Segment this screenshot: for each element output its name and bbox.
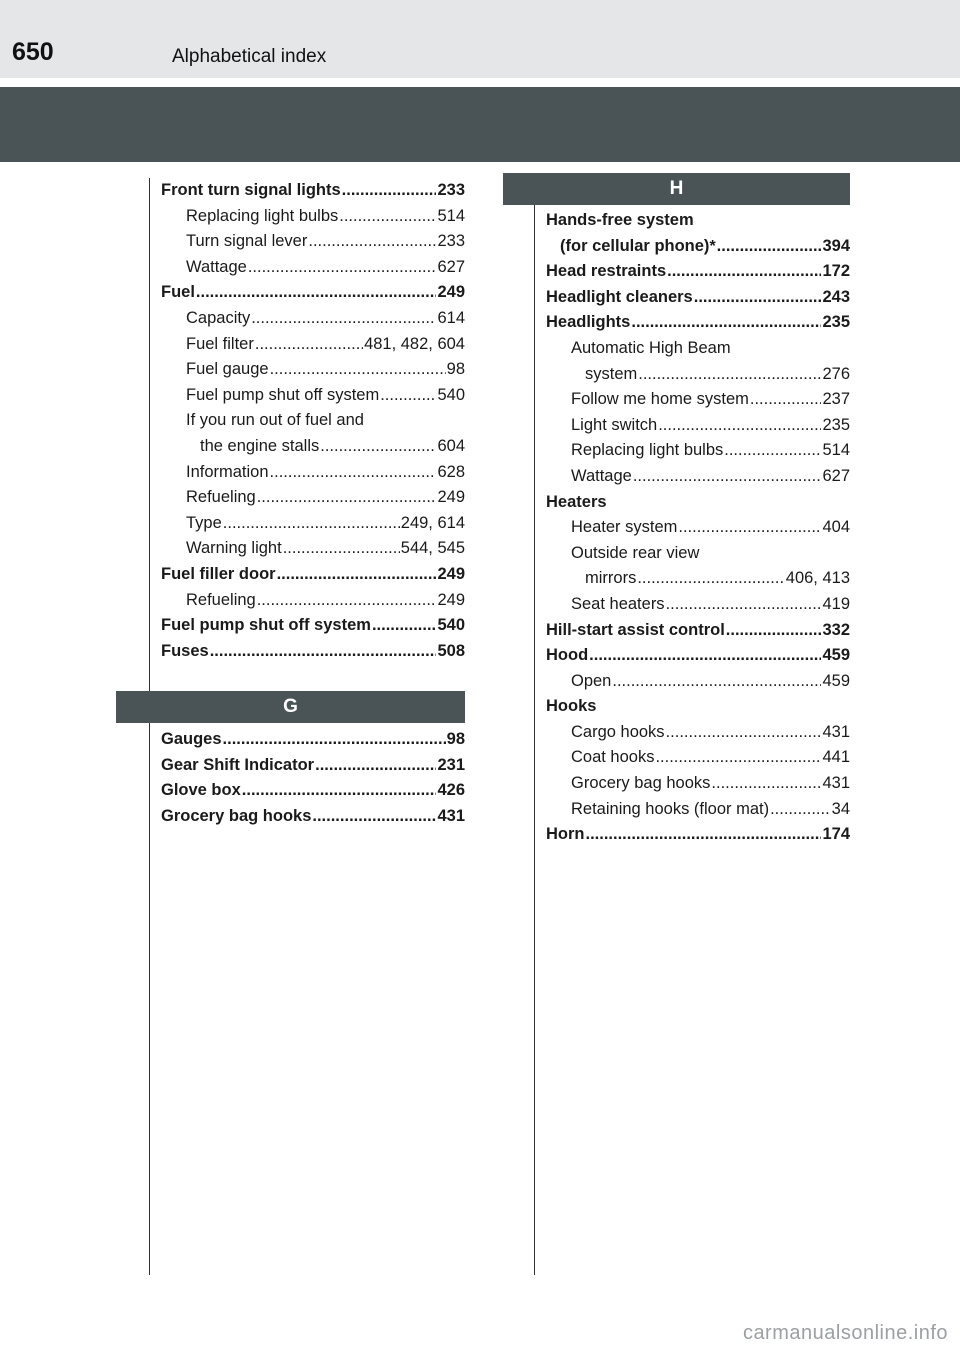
index-entry-page: 406, 413 <box>785 569 850 588</box>
index-entry-text: Wattage <box>571 466 632 485</box>
index-entry-page: 98 <box>446 360 465 379</box>
dot-leader <box>339 204 436 230</box>
index-entry-page: 235 <box>822 313 850 332</box>
index-entry-text: Replacing light bulbs <box>571 441 724 460</box>
index-entry-text: Horn <box>546 825 585 844</box>
dot-leader <box>612 669 821 695</box>
index-entry <box>546 822 850 848</box>
page-title: Alphabetical index <box>172 46 327 67</box>
index-entry-page: 604 <box>437 436 465 455</box>
index-entry-text: Headlights <box>546 313 631 332</box>
dot-leader <box>315 753 436 779</box>
index-entry-page: 627 <box>822 466 850 485</box>
index-entry-page: 98 <box>446 730 465 748</box>
index-entry-page: 540 <box>437 385 465 404</box>
index-entry <box>546 259 850 285</box>
dot-leader <box>717 234 822 260</box>
index-entry <box>161 383 465 409</box>
index-entry-text: Grocery bag hooks <box>161 806 312 825</box>
index-section-h <box>546 208 850 848</box>
dot-leader <box>586 822 822 848</box>
section-letter-g: G <box>283 696 298 717</box>
index-entry <box>161 434 465 460</box>
dot-leader <box>257 588 437 614</box>
dot-leader <box>223 511 400 537</box>
index-entry-text: Grocery bag hooks <box>571 774 711 793</box>
dot-leader <box>380 383 436 409</box>
index-entry-page: 233 <box>437 232 465 251</box>
index-entry-text: Capacity <box>186 308 251 327</box>
index-entry-page: 332 <box>822 620 850 639</box>
dot-leader <box>210 639 437 665</box>
index-entry <box>546 362 850 388</box>
dot-leader <box>726 618 822 644</box>
section-header-g <box>116 691 465 723</box>
index-entry-page: 627 <box>437 257 465 276</box>
index-entry-text: Hill-start assist control <box>546 620 725 639</box>
index-entry-page: 459 <box>822 646 850 665</box>
index-entry-text: If you run out of fuel and <box>186 411 364 430</box>
index-entry-page: 249 <box>437 488 465 507</box>
index-entry-page: 235 <box>822 415 850 434</box>
index-entry <box>546 745 850 771</box>
index-entry-page: 628 <box>437 462 465 481</box>
dot-leader <box>694 285 822 311</box>
index-entry-text: Replacing light bulbs <box>186 206 339 225</box>
index-entry-text: Type <box>186 513 222 532</box>
index-entry <box>161 178 465 204</box>
index-entry <box>546 208 850 234</box>
index-entry <box>161 778 465 804</box>
index-entry <box>161 485 465 511</box>
index-entry-text: Heaters <box>546 492 607 511</box>
index-entry <box>546 592 850 618</box>
index-entry-page: 249 <box>437 283 465 302</box>
index-entry <box>546 618 850 644</box>
index-entry-page: 276 <box>822 364 850 383</box>
index-entry-text: Heater system <box>571 518 678 537</box>
index-entry-page: 544, 545 <box>400 539 465 558</box>
index-entry <box>546 694 850 720</box>
index-entry-text: Fuel filler door <box>161 564 276 583</box>
index-entry-page: 514 <box>437 206 465 225</box>
index-entry-page: 614 <box>437 308 465 327</box>
index-entry-page: 426 <box>437 781 465 800</box>
index-entry-text: Light switch <box>571 415 658 434</box>
index-entry <box>546 669 850 695</box>
dot-leader <box>255 332 363 358</box>
dot-leader <box>724 438 821 464</box>
dot-leader <box>638 362 821 388</box>
index-entry-text: Fuel filter <box>186 334 254 353</box>
index-entry-page: 508 <box>437 641 465 660</box>
watermark: carmanualsonline.info <box>742 1322 948 1344</box>
index-entry <box>546 234 850 260</box>
index-entry-page: 431 <box>822 774 850 793</box>
index-entry <box>546 413 850 439</box>
index-entry-text: Headlight cleaners <box>546 287 693 306</box>
dot-leader <box>308 229 436 255</box>
index-entry-text: Gauges <box>161 730 222 748</box>
index-entry-text: Cargo hooks <box>571 722 665 741</box>
dot-leader <box>750 387 822 413</box>
dot-leader <box>342 178 437 204</box>
index-entry-text: Hood <box>546 646 589 665</box>
index-entry-text: (for cellular phone) <box>560 236 710 255</box>
page-number: 650 <box>12 38 54 66</box>
dot-leader <box>589 643 821 669</box>
index-entry <box>546 566 850 592</box>
index-column-left <box>161 178 465 664</box>
dot-leader <box>678 515 821 541</box>
index-entry <box>161 562 465 588</box>
dot-leader <box>666 592 822 618</box>
dot-leader <box>312 804 436 830</box>
index-entry <box>161 460 465 486</box>
index-entry-page: 419 <box>822 594 850 613</box>
index-entry-page: 431 <box>437 806 465 825</box>
index-entry <box>161 536 465 562</box>
index-entry <box>161 255 465 281</box>
index-entry <box>161 588 465 614</box>
dot-leader <box>248 255 437 281</box>
dot-leader <box>283 536 400 562</box>
index-entry <box>161 332 465 358</box>
dot-leader <box>711 771 821 797</box>
header-band <box>0 87 960 162</box>
section-header-h <box>503 173 850 205</box>
index-entry-text: Refueling <box>186 590 256 609</box>
index-entry-text: Warning light <box>186 539 282 558</box>
index-entry-text: Fuel <box>161 283 195 302</box>
index-entry <box>546 438 850 464</box>
dot-leader <box>277 562 437 588</box>
index-entry <box>161 511 465 537</box>
index-entry-text: system <box>585 364 638 383</box>
index-entry-page: 404 <box>822 518 850 537</box>
index-entry-page: 237 <box>822 390 850 409</box>
index-entry <box>546 387 850 413</box>
dot-leader <box>667 259 821 285</box>
index-entry-text: Turn signal lever <box>186 232 308 251</box>
index-entry-page: 34 <box>831 799 850 818</box>
index-entry-text: Automatic High Beam <box>571 338 731 357</box>
index-entry-page: 459 <box>822 671 850 690</box>
dot-leader <box>770 797 831 823</box>
index-entry <box>161 408 465 434</box>
index-entry-page: 231 <box>437 755 465 774</box>
dot-leader <box>270 357 446 383</box>
dot-leader <box>251 306 436 332</box>
index-entry <box>546 643 850 669</box>
index-entry-page: 243 <box>822 287 850 306</box>
index-entry <box>546 310 850 336</box>
index-entry <box>546 797 850 823</box>
index-entry-page: 540 <box>437 616 465 635</box>
dot-leader <box>196 280 437 306</box>
index-entry-text: Gear Shift Indicator <box>161 755 315 774</box>
dot-leader <box>257 485 437 511</box>
dot-leader <box>655 745 821 771</box>
index-entry <box>161 727 465 753</box>
index-entry-page: 441 <box>822 748 850 767</box>
index-entry <box>546 464 850 490</box>
index-entry-page: 249 <box>437 590 465 609</box>
index-entry-text: mirrors <box>585 569 637 588</box>
index-entry <box>161 280 465 306</box>
dot-leader <box>631 310 821 336</box>
index-entry <box>161 639 465 665</box>
index-entry-text: Front turn signal lights <box>161 181 341 199</box>
index-entry <box>546 490 850 516</box>
index-entry <box>161 753 465 779</box>
dot-leader <box>270 460 437 486</box>
index-entry-text: Hands-free system <box>546 211 694 229</box>
index-entry-text: Information <box>186 462 269 481</box>
index-entry-page: 249 <box>437 564 465 583</box>
dot-leader <box>658 413 821 439</box>
index-entry-text: Fuel pump shut off system <box>186 385 380 404</box>
index-entry-page: 172 <box>822 262 850 281</box>
dot-leader <box>242 778 437 804</box>
index-entry-page: 431 <box>822 722 850 741</box>
index-entry <box>161 229 465 255</box>
left-column-rule <box>149 178 150 1275</box>
index-entry <box>546 285 850 311</box>
dot-leader <box>372 613 437 639</box>
index-entry-text: Retaining hooks (floor mat) <box>571 799 770 818</box>
index-entry <box>546 515 850 541</box>
dot-leader <box>666 720 822 746</box>
index-entry <box>161 306 465 332</box>
index-entry <box>546 771 850 797</box>
index-entry-page: 174 <box>822 825 850 844</box>
index-entry-text: Open <box>571 671 612 690</box>
index-entry <box>161 613 465 639</box>
index-entry-page: 233 <box>437 181 465 199</box>
index-entry-text: the engine stalls <box>200 436 320 455</box>
index-entry-text: Refueling <box>186 488 256 507</box>
index-entry <box>161 357 465 383</box>
dot-leader <box>320 434 436 460</box>
index-section-g <box>161 727 465 829</box>
index-entry-text: Fuel pump shut off system <box>161 616 371 635</box>
index-entry-text: Glove box <box>161 781 241 800</box>
index-entry-text: Follow me home system <box>571 390 749 409</box>
index-entry-text: Head restraints <box>546 262 667 281</box>
right-column-rule <box>534 178 535 1275</box>
index-entry-page: 249, 614 <box>400 513 465 532</box>
page-header <box>0 0 960 78</box>
index-entry-text: Hooks <box>546 697 597 716</box>
index-entry-text: Fuses <box>161 641 209 660</box>
dot-leader <box>633 464 822 490</box>
index-entry <box>161 804 465 830</box>
dot-leader <box>223 727 446 753</box>
index-entry <box>546 336 850 362</box>
index-entry-text: Outside rear view <box>571 543 700 562</box>
index-entry-page: 394 <box>822 236 850 255</box>
index-entry-text: Seat heaters <box>571 594 665 613</box>
index-entry-text: Wattage <box>186 257 247 276</box>
index-entry <box>161 204 465 230</box>
section-letter-h: H <box>669 178 684 199</box>
asterisk-mark: * <box>709 237 716 255</box>
index-entry-text: Fuel gauge <box>186 360 269 379</box>
index-entry <box>546 720 850 746</box>
index-entry-page: 514 <box>822 441 850 460</box>
index-entry-text: Coat hooks <box>571 748 655 767</box>
dot-leader <box>637 566 784 592</box>
index-entry <box>546 541 850 567</box>
index-entry-page: 481, 482, 604 <box>364 334 465 353</box>
